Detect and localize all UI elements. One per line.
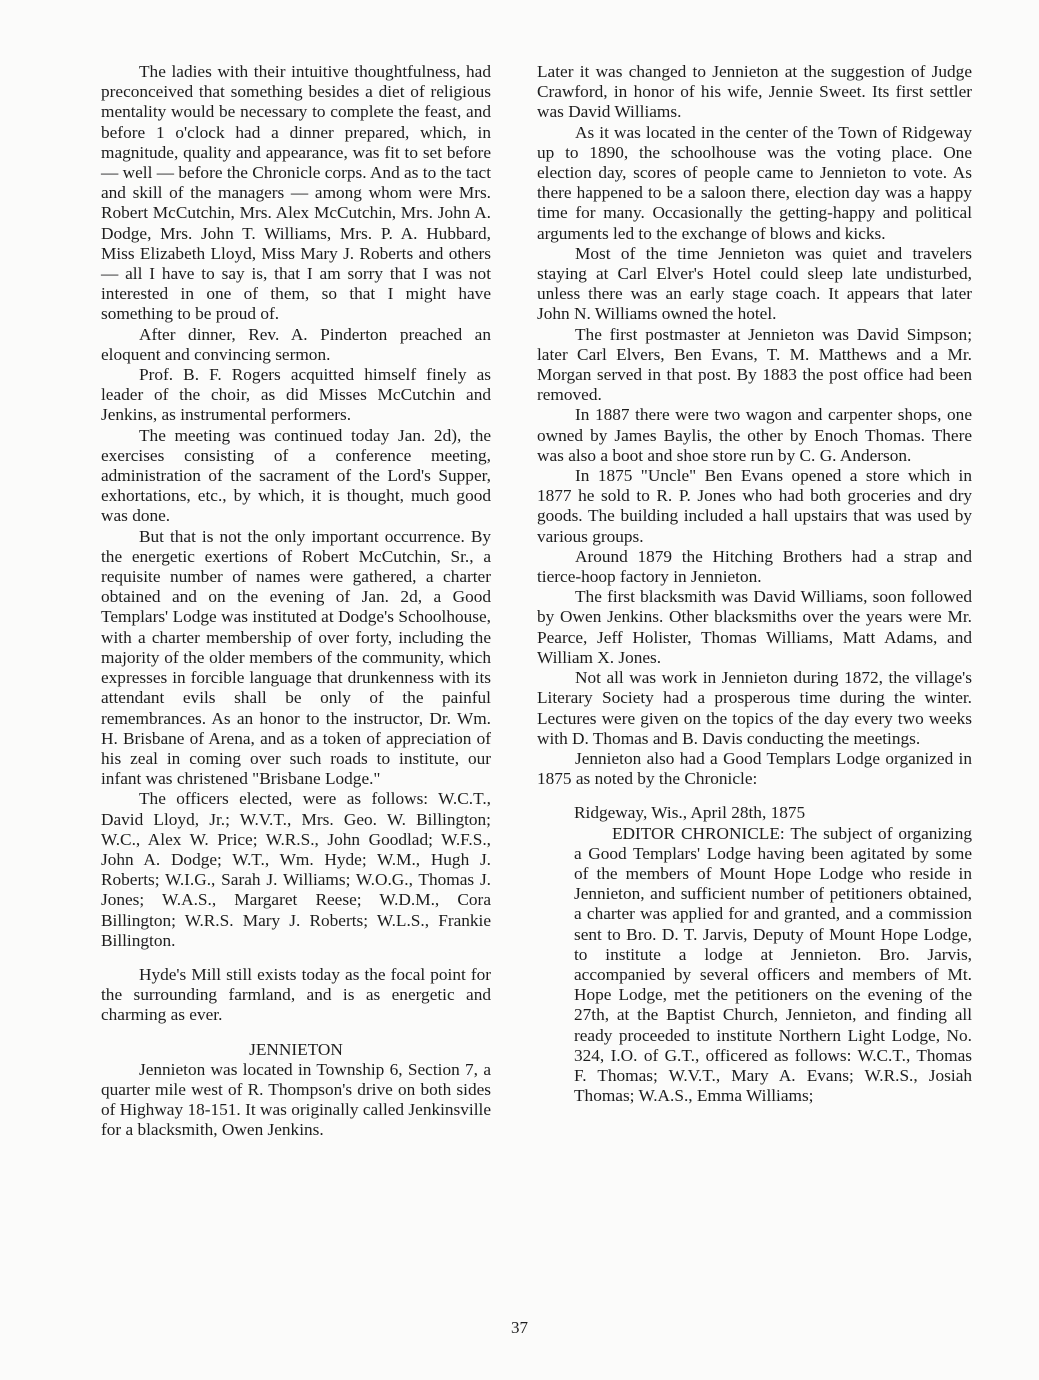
right-column [537, 62, 972, 1106]
paragraph-shops: In 1887 there were two wagon and carpenter shops, one owned by James Baylis, the other by Enoch Thomas. There was also a boot and shoe store run by C. G. Anderson. [537, 405, 972, 465]
paragraph-literary-society: Not all was work in Jennieton during 1872, the village's Literary Society had a prosperous time during the winter. Lectures were given on the topics of the day every two weeks with D. Thomas and B. Davis conducting the meetings. [537, 668, 972, 748]
quote-dateline: Ridgeway, Wis., April 28th, 1875 [574, 803, 806, 823]
paragraph-factory: Around 1879 the Hitching Brothers had a strap and tierce-hoop factory in Jennieton. [537, 546, 972, 587]
paragraph-officers: The officers elected, were as follows: W.C.T., David Lloyd, Jr.; W.V.T., Mrs. Geo. W. Billington; W.C., Alex W. Price; W.R.S., John Goodlad; W.F.S., John A. Dodge; W.T., Wm. Hyde; W.M., Hugh J. Roberts; W.I.G., Sarah J. Williams; W.O.G., Thomas J. Jones; W.A.S., Margaret Reese; W.D.M., Cora Billington; W.R.S. Mary J. Roberts; W.L.S., Frankie Billington. [101, 789, 491, 950]
paragraph-voting-place: As it was located in the center of the Town of Ridgeway up to 1890, the schoolhouse was the voting place. One election day, scores of people came to Jennieton to vote. As there happened to be a saloon there, election day was a happy time for many. Occasionally the getting-happy and political arguments led to the exchange of blows and kicks. [537, 122, 972, 243]
paragraph-name-change: Later it was changed to Jennieton at the suggestion of Judge Crawford, in honor of his wife, Jennie Sweet. Its first settler was David Williams. [537, 62, 972, 122]
paragraph-lodge: But that is not the only important occurrence. By the energetic exertions of Robert McCutchin, Sr., a requisite number of names were gathered, a charter obtained and on the evening of Jan. 2d, a Good Templars' Lodge was instituted at Dodge's Schoolhouse, with a charter membership of over forty, including the majority of the older members of the community, which expresses in forcible language that drunkenness with its attendant evils shall be only of the painful remembrances. As an honor to the instructor, Dr. Wm. H. Brisbane of Arena, and as a token of appreciation of his zeal in coming over such roads to institute, our infant was christened "Brisbane Lodge." [101, 526, 491, 789]
paragraph-feast: The ladies with their intuitive thoughtfulness, had preconceived that something besides a diet of religious mentality would be necessary to complete the feast, and before 1 o'clock had a dinner prepared, which, in magnitude, quality and appearance, was fit to set before — well — before the Chronicle corps. And as to the tact and skill of the managers — among whom were Mrs. Robert McCutchin, Mrs. Alex McCutchin, Mrs. John A. Dodge, Mrs. John T. Williams, Mrs. P. A. Hubbard, Miss Elizabeth Lloyd, Miss Mary J. Roberts and others — all I have to say is, that I am sorry that I was not interested in one of them, so that I might have something to be proud of. [101, 62, 491, 324]
paragraph-hotel: Most of the time Jennieton was quiet and travelers staying at Carl Elver's Hotel could sleep late undisturbed, unless there was an early stage coach. It appears that later John N. Williams owned the hotel. [537, 243, 972, 324]
paragraph-hydes-mill: Hyde's Mill still exists today as the focal point for the surrounding farmland, and is as energetic and charming as ever. [101, 964, 491, 1025]
paragraph-jennieton-location: Jennieton was located in Township 6, Section 7, a quarter mile west of R. Thompson's drive on both sides of Highway 18-151. It was originally called Jenkinsville for a blacksmith, Owen Jenkins. [101, 1059, 491, 1140]
paragraph-postmaster: The first postmaster at Jennieton was David Simpson; later Carl Elvers, Ben Evans, T. M. Matthews and a Mr. Morgan served in that post. By 1883 the post office had been removed. [537, 324, 972, 405]
page-number: 37 [511, 1318, 528, 1337]
paragraph-store: In 1875 "Uncle" Ben Evans opened a store which in 1877 he sold to R. P. Jones who had both groceries and dry goods. The building included a hall upstairs that was used by various groups. [537, 466, 972, 546]
left-column [101, 62, 491, 1141]
quote-editor-chronicle: EDITOR CHRONICLE: The subject of organizing a Good Templars' Lodge having been agitated by some of the members of Mount Hope Lodge who reside in Jennieton, and sufficient number of petitioners obtained, a charter was applied for and granted, and a commission sent to Bro. D. T. Jarvis, Deputy of Mount Hope Lodge, to institute a lodge at Jennieton. Bro. Jarvis, accompanied by several officers and members of Mt. Hope Lodge, met the petitioners on the evening of the 27th, at the Baptist Church, Jennieton, and finding all ready proceeded to institute Northern Light Lodge, No. 324, I.O. of G.T., officered as follows: W.C.T., Thomas F. Thomas; W.V.T., Mary A. Evans; W.R.S., Josiah Thomas; W.A.S., Emma Williams; [574, 823, 972, 1106]
paragraph-blacksmiths: The first blacksmith was David Williams, soon followed by Owen Jenkins. Other blacksmiths over the years were Mr. Pearce, Jeff Holister, Thomas Williams, Matt Adams, and William X. Jones. [537, 587, 972, 667]
paragraph-sermon: After dinner, Rev. A. Pinderton preached an eloquent and convincing sermon. [101, 324, 491, 364]
paragraph-meeting: The meeting was continued today Jan. 2d), the exercises consisting of a conference meeting, administration of the sacrament of the Lord's Supper, exhortations, etc., by which, it is thought, much good was done. [101, 425, 491, 526]
section-heading-jennieton: JENNIETON [249, 1039, 343, 1059]
paragraph-templars-intro: Jennieton also had a Good Templars Lodge organized in 1875 as noted by the Chronicle: [537, 748, 972, 789]
paragraph-choir: Prof. B. F. Rogers acquitted himself finely as leader of the choir, as did Misses McCutchin and Jenkins, as instrumental performers. [101, 365, 491, 425]
